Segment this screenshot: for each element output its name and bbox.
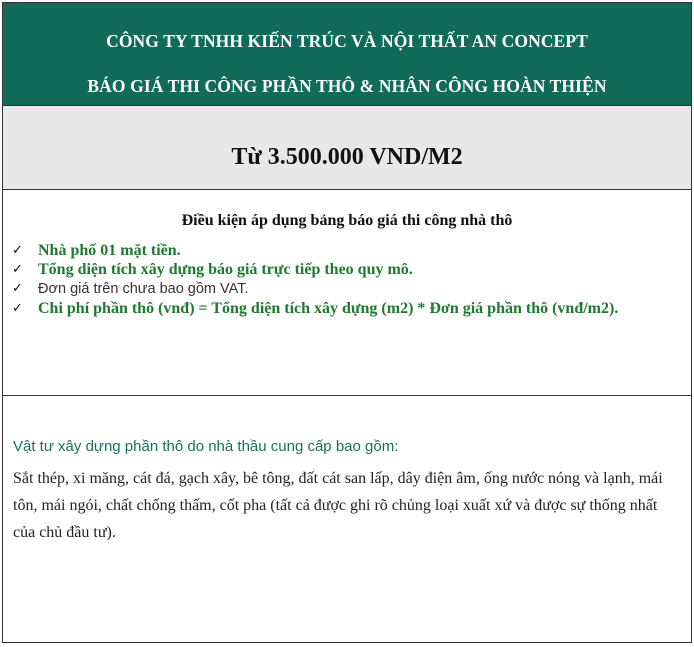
check-icon: ✓	[12, 301, 23, 316]
list-item	[12, 260, 683, 279]
quote-subtitle: BÁO GIÁ THI CÔNG PHẦN THÔ & NHÂN CÔNG HOÀN THIỆN	[87, 76, 607, 96]
check-icon: ✓	[12, 281, 23, 296]
price-sheet	[2, 2, 692, 643]
check-icon: ✓	[12, 262, 23, 277]
list-item	[12, 241, 683, 260]
condition-text: Chi phí phần thô (vnđ) = Tổng diện tích xây dựng (m2) * Đơn giá phần thô (vnđ/m2).	[38, 300, 619, 317]
check-icon: ✓	[12, 243, 23, 258]
conditions-title: Điều kiện áp dụng bảng báo giá thi công nhà thô	[181, 212, 513, 229]
header-banner	[3, 3, 691, 106]
materials-title: Vật tư xây dựng phần thô do nhà thầu cung cấp bao gồm:	[13, 438, 399, 455]
conditions-section	[3, 190, 691, 396]
company-name: CÔNG TY TNHH KIẾN TRÚC VÀ NỘI THẤT AN CONCEPT	[106, 31, 588, 51]
list-item	[12, 279, 683, 299]
condition-text: Tổng diện tích xây dựng báo giá trực tiếp theo quy mô.	[38, 261, 413, 278]
condition-text: Nhà phố 01 mặt tiền.	[38, 242, 181, 259]
conditions-list	[3, 241, 691, 318]
price-banner	[3, 106, 691, 190]
materials-section	[3, 396, 691, 546]
list-item	[12, 299, 683, 318]
materials-body: Sắt thép, xi măng, cát đá, gạch xây, bê tông, đất cát san lấp, dây điện âm, ống nước nóng và lạnh, mái tôn, mái ngói, chất chống thấm, cốt pha (tất cả được ghi rõ chủng loại xuất xứ và được sự thống nhất của chủ đầu tư).	[13, 470, 663, 541]
price-text: Từ 3.500.000 VND/M2	[231, 144, 463, 170]
condition-text: Đơn giá trên chưa bao gồm VAT.	[38, 281, 249, 297]
